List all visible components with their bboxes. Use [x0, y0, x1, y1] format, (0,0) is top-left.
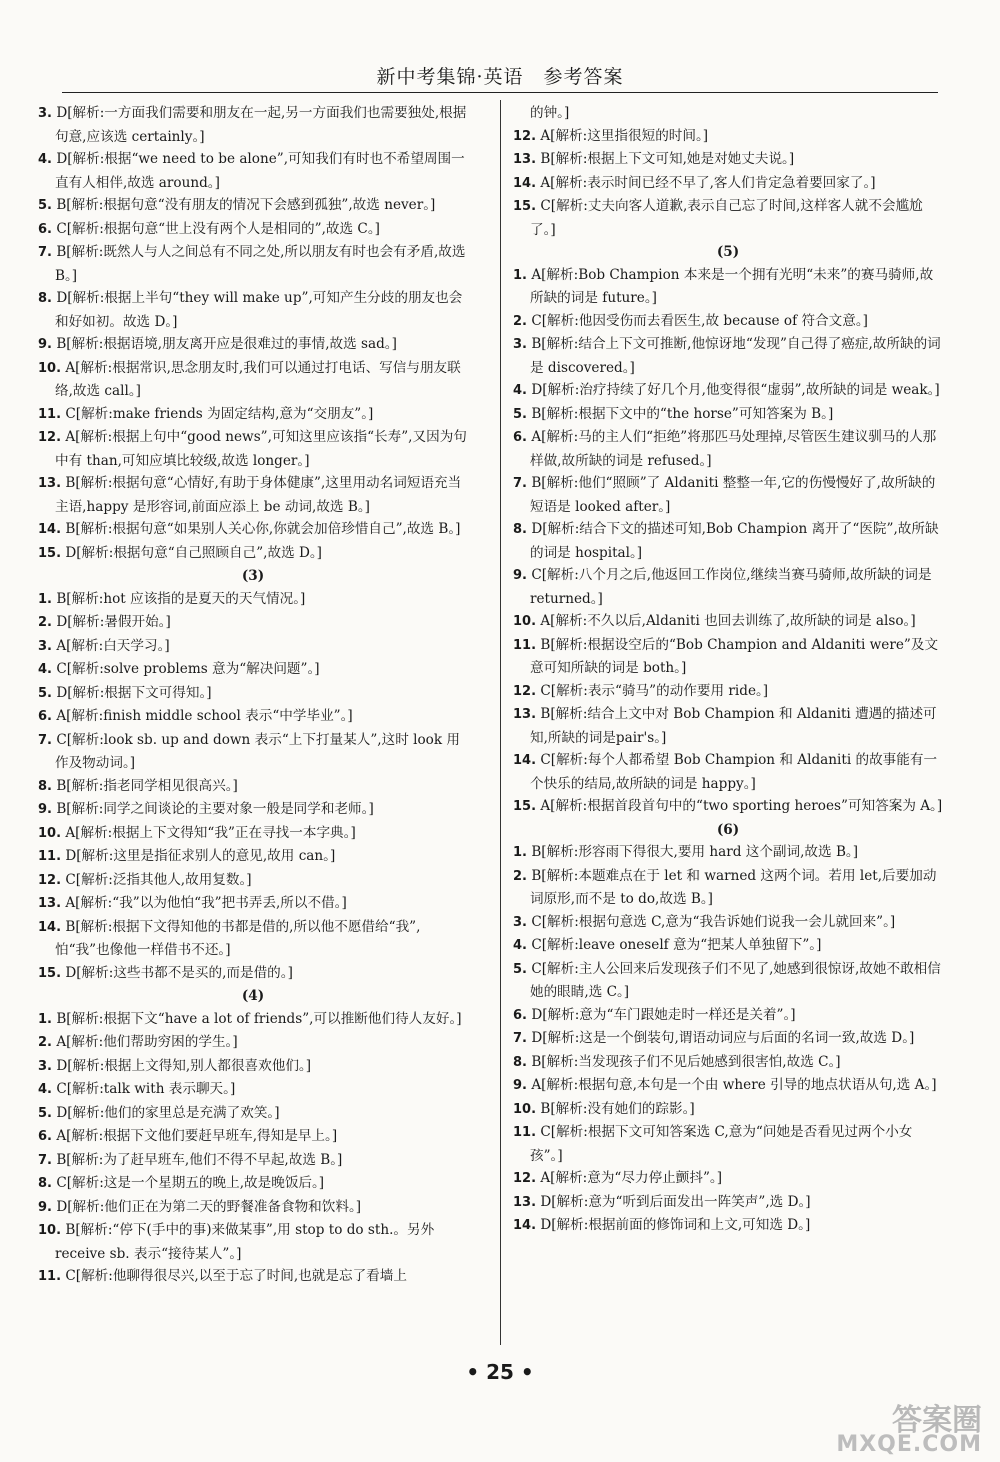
answer-item — [38, 729, 468, 775]
answer-text: D[解析:一方面我们需要和朋友在一起,另一方面我们也需要独处,根据句意,应该选 certainly。] — [55, 105, 467, 145]
answer-number: 4. — [38, 662, 52, 677]
answer-number: 11. — [513, 637, 537, 653]
answer-text: B[解析:hot 应该指的是夏天的天气情况。] — [56, 590, 306, 607]
answer-text: B[解析:“停下(手中的事)来做某事”,用 stop to do sth.。另外 receive sb. 表示“接待某人”。] — [55, 1222, 435, 1262]
answer-item — [513, 1098, 943, 1122]
answer-text: B[解析:根据句意“没有朋友的情况下会感到孤独”,故选 never。] — [56, 197, 436, 213]
answer-text: D[解析:意为“车门跟她走时一样还是关着”。] — [531, 1006, 796, 1023]
answer-text: B[解析:为了赶早班车,他们不得不早起,故选 B。] — [56, 1151, 343, 1168]
answer-text: A[解析:他们帮助穷困的学生。] — [56, 1034, 238, 1050]
answer-number: 12. — [513, 683, 537, 699]
answer-text: D[解析:根据下文可得知。] — [56, 684, 212, 701]
answer-item — [513, 634, 943, 680]
answer-item — [513, 610, 943, 634]
answer-text: D[解析:这是一个倒装句,谓语动词应与后面的名词一致,故选 D。] — [531, 1030, 915, 1046]
answer-text: D[解析:根据“we need to be alone”,可知我们有时也不希望周围一直有人相伴,故选 around。] — [55, 151, 465, 191]
answer-item — [38, 1196, 468, 1220]
answer-number: 13. — [38, 896, 62, 911]
answer-item — [38, 1219, 468, 1265]
answer-number: 14. — [38, 522, 62, 537]
answer-item — [513, 564, 943, 610]
answer-text: A[解析:表示时间已经不早了,客人们肯定急着要回家了。] — [540, 174, 876, 191]
answer-number: 12. — [513, 1171, 537, 1186]
answer-number: 15. — [513, 199, 537, 214]
left-column — [38, 102, 468, 1289]
answer-text: A[解析:意为“尽力停止颤抖”。] — [540, 1170, 722, 1186]
answer-item — [513, 264, 943, 310]
answer-number: 15. — [513, 799, 537, 814]
answer-number: 6. — [513, 1007, 527, 1023]
answer-item — [38, 1149, 468, 1173]
answer-item — [38, 287, 468, 333]
answer-text: D[解析:他们的家里总是充满了欢笑。] — [56, 1104, 280, 1121]
answer-text: C[解析:每个人都希望 Bob Champion 和 Aldaniti 的故事能有一个快乐的结局,故所缺的词是 happy。] — [530, 752, 938, 792]
answer-item — [38, 1102, 468, 1126]
answer-item — [513, 310, 943, 334]
answer-number: 3. — [38, 1058, 52, 1074]
answer-number: 1. — [513, 267, 527, 283]
answer-number: 3. — [513, 914, 527, 930]
watermark-logo — [827, 1395, 982, 1457]
answer-item — [38, 798, 468, 822]
answer-number: 8. — [38, 1176, 52, 1191]
answer-number: 4. — [513, 383, 527, 398]
answer-number: 2. — [513, 313, 527, 329]
answer-number: 5. — [38, 1105, 52, 1121]
answer-text: A[解析:这里指很短的时间。] — [540, 127, 709, 144]
answer-number: 8. — [38, 778, 52, 794]
answer-number: 9. — [38, 337, 52, 352]
page-number: • 25 • — [466, 1360, 534, 1384]
answer-item — [38, 403, 468, 427]
answer-number: 6. — [38, 709, 52, 724]
answer-number: 9. — [513, 1078, 527, 1093]
answer-text: B[解析:结合上下文可推断,他惊讶地“发现”自己得了癌症,故所缺的词是 discovered。] — [530, 336, 941, 376]
answer-item — [38, 1078, 468, 1102]
answer-text: B[解析:既然人与人之间总有不同之处,所以朋友有时也会有矛盾,故选 B。] — [55, 244, 466, 284]
answer-text: B[解析:结合上文中对 Bob Champion 和 Aldaniti 遭遇的描述可知,所缺的词是pair's。] — [530, 706, 937, 746]
answer-number: 5. — [38, 685, 52, 701]
answer-number: 2. — [38, 615, 52, 630]
answer-number: 10. — [38, 1223, 62, 1238]
answer-number: 3. — [513, 337, 527, 352]
answer-item — [513, 426, 943, 472]
answer-number: 4. — [38, 152, 52, 167]
answer-item — [38, 426, 468, 472]
answer-number: 6. — [513, 430, 527, 445]
answer-item — [38, 611, 468, 635]
answer-text: B[解析:形容雨下得很大,要用 hard 这个副词,故选 B。] — [531, 844, 859, 860]
answer-text: C[解析:主人公回来后发现孩子们不见了,她感到很惊讶,故她不敢相信她的眼睛,选 C。] — [530, 960, 941, 1000]
answer-item — [513, 125, 943, 149]
answer-item — [38, 218, 468, 242]
answer-text: C[解析:根据句意选 C,意为“我告诉她们说我一会儿就回来”。] — [531, 913, 896, 930]
right-column — [513, 102, 943, 1238]
answer-number: 10. — [38, 825, 62, 841]
answer-item — [38, 962, 468, 986]
answer-text: D[解析:根据句意“自己照顾自己”,故选 D。] — [65, 544, 322, 561]
answer-text: C[解析:这是一个星期五的晚上,故是晚饭后。] — [56, 1175, 325, 1191]
answer-text: C[解析:leave oneself 意为“把某人单独留下”。] — [531, 937, 822, 953]
answer-number: 8. — [513, 522, 527, 537]
answer-number: 9. — [38, 802, 52, 817]
answer-item — [38, 518, 468, 542]
answer-text: C[解析:他聊得很尽兴,以至于忘了时间,也就是忘了看墙上 — [65, 1268, 407, 1284]
answer-number: 15. — [38, 545, 62, 561]
answer-number: 9. — [513, 568, 527, 583]
answer-text: C[解析:他因受伤而去看医生,故 because of 符合文意。] — [531, 312, 868, 329]
answer-item — [513, 703, 943, 749]
answer-text: C[解析:八个月之后,他返回工作岗位,继续当赛马骑师,故所缺的词是 returned。] — [530, 567, 932, 607]
answer-number: 10. — [38, 360, 62, 376]
answer-item — [38, 822, 468, 846]
section-heading: (5) — [716, 244, 740, 260]
answer-item — [38, 916, 468, 962]
answer-item — [513, 518, 943, 564]
answer-item — [513, 1051, 943, 1075]
answer-number: 7. — [513, 1031, 527, 1046]
answer-item — [513, 1074, 943, 1098]
answer-text: B[解析:同学之间谈论的主要对象一般是同学和老师。] — [56, 801, 374, 817]
answer-text: D[解析:他们正在为第二天的野餐准备食物和饮料。] — [56, 1198, 362, 1215]
answer-number: 12. — [38, 430, 62, 445]
answer-number: 2. — [38, 1035, 52, 1050]
answer-number: 6. — [38, 221, 52, 237]
page-header: 新中考集锦·英语 参考答案 — [376, 66, 624, 88]
column-divider — [500, 100, 501, 1345]
answer-item — [513, 841, 943, 865]
answer-text: A[解析:根据上下文得知“我”正在寻找一本字典。] — [65, 824, 356, 841]
answer-text: A[解析:finish middle school 表示“中学毕业”。] — [56, 708, 353, 724]
answer-item — [38, 869, 468, 893]
answer-text: A[解析:根据上句中“good news”,可知这里应该指“长寿”,又因为句中有 than,可知应填比较级,故选 longer。] — [55, 429, 467, 469]
answer-number: 7. — [513, 476, 527, 491]
answer-number: 8. — [38, 291, 52, 306]
answer-number: 8. — [513, 1054, 527, 1070]
answer-text: C[解析:表示“骑马”的动作要用 ride。] — [540, 682, 769, 699]
answer-text: B[解析:根据语境,朋友离开应是很难过的事情,故选 sad。] — [56, 336, 397, 352]
answer-item — [38, 102, 468, 148]
answer-text: B[解析:根据设空后的“Bob Champion and Aldaniti were”及文意可知所缺的词是 both。] — [530, 636, 939, 676]
answer-item — [513, 148, 943, 172]
answer-item — [38, 1031, 468, 1055]
answer-text: D[解析:暑假开始。] — [56, 614, 171, 630]
answer-number: 14. — [38, 919, 62, 935]
answer-item — [38, 542, 468, 566]
answer-item — [38, 357, 468, 403]
answer-text: B[解析:指老同学相见很高兴。] — [56, 777, 238, 794]
answer-item — [513, 172, 943, 196]
answer-number: 4. — [513, 938, 527, 953]
answer-item — [513, 680, 943, 704]
answer-item — [513, 865, 943, 911]
answer-number: 2. — [513, 868, 527, 884]
answer-text: C[解析:泛指其他人,故用复数。] — [65, 871, 252, 888]
answer-text: D[解析:意为“听到后面发出一阵笑声”,选 D。] — [540, 1193, 811, 1210]
answer-text: D[解析:治疗持续了好几个月,他变得很“虚弱”,故所缺的词是 weak。] — [531, 382, 940, 398]
watermark-main-text: 答案圈 — [892, 1403, 982, 1438]
answer-number: 11. — [38, 1269, 62, 1284]
section-heading: (6) — [716, 821, 740, 838]
answer-item — [513, 1167, 943, 1191]
answer-item — [38, 682, 468, 706]
answer-number: 14. — [513, 175, 537, 191]
answer-text: C[解析:solve problems 意为“解决问题”。] — [56, 661, 320, 677]
answer-number: 5. — [513, 961, 527, 977]
answer-number: 5. — [38, 198, 52, 213]
answer-number: 11. — [513, 1125, 537, 1140]
answer-text: A[解析:“我”以为他怕“我”把书弄丢,所以不借。] — [65, 895, 347, 911]
answer-number: 1. — [38, 591, 52, 607]
answer-number: 1. — [513, 845, 527, 860]
answer-number: 1. — [38, 1011, 52, 1027]
answer-text: D[解析:根据前面的修饰词和上文,可知选 D。] — [540, 1217, 811, 1233]
answer-item — [38, 1265, 468, 1289]
answer-text: D[解析:这些书都不是买的,而是借的。] — [65, 964, 293, 981]
header-rule — [62, 92, 938, 93]
answer-text: C[解析:look sb. up and down 表示“上下打量某人”,这时 look 用作及物动词。] — [55, 731, 460, 771]
answer-number: 13. — [38, 476, 62, 491]
answer-item — [38, 241, 468, 287]
answer-item — [513, 958, 943, 1004]
answer-item — [38, 845, 468, 869]
answer-text: B[解析:根据下文中的“the horse”可知答案为 B。] — [531, 405, 834, 422]
answer-item — [38, 1125, 468, 1149]
answer-item — [38, 705, 468, 729]
answer-text: D[解析:这里是指征求别人的意见,故用 can。] — [65, 848, 336, 864]
answer-number: 13. — [513, 152, 537, 167]
answer-item — [38, 635, 468, 659]
answer-text: C[解析:根据下文可知答案选 C,意为“问她是否看见过两个小女孩”。] — [530, 1124, 913, 1164]
answer-number: 9. — [38, 1199, 52, 1215]
answer-item — [38, 892, 468, 916]
answer-number: 13. — [513, 1194, 537, 1210]
answer-text: D[解析:根据上半句“they will make up”,可知产生分歧的朋友也会和好如初。故选 D。] — [55, 290, 463, 330]
answer-text: B[解析:根据句意“心情好,有助于身体健康”,这里用动名词短语充当主语,happy 是形容词,前面应添上 be 动词,故选 B。] — [55, 475, 462, 515]
answer-text: B[解析:根据句意“如果别人关心你,你就会加倍珍惜自己”,故选 B。] — [65, 521, 461, 537]
answer-text: B[解析:根据上下文可知,她是对她丈夫说。] — [540, 151, 795, 167]
answer-number: 10. — [513, 1101, 537, 1117]
answer-item — [513, 379, 943, 403]
answer-text: C[解析:talk with 表示聊天。] — [56, 1081, 236, 1097]
answer-item — [38, 775, 468, 799]
answer-number: 5. — [513, 406, 527, 422]
answer-number: 7. — [38, 732, 52, 748]
answer-number: 3. — [38, 638, 52, 654]
section-heading: (3) — [241, 568, 265, 584]
answer-item — [38, 1172, 468, 1196]
answer-item — [513, 403, 943, 427]
answer-number: 13. — [513, 707, 537, 722]
answer-item — [513, 1191, 943, 1215]
answer-item — [513, 1004, 943, 1028]
answer-item — [513, 1027, 943, 1051]
answer-number: 6. — [38, 1129, 52, 1144]
answer-text: A[解析:根据常识,思念朋友时,我们可以通过打电话、写信与朋友联络,故选 call。] — [55, 359, 461, 399]
answer-text: B[解析:没有她们的踪影。] — [540, 1100, 695, 1117]
answer-item — [38, 472, 468, 518]
answer-item — [513, 749, 943, 795]
answer-number: 3. — [38, 106, 52, 121]
answer-text: B[解析:根据下文“have a lot of friends”,可以推断他们待人友好。] — [56, 1010, 462, 1027]
answer-number: 11. — [38, 406, 62, 422]
answer-item — [38, 1055, 468, 1079]
answer-number: 7. — [38, 1152, 52, 1168]
answer-item — [513, 333, 943, 379]
answer-number: 4. — [38, 1082, 52, 1097]
answer-item — [38, 194, 468, 218]
answer-item — [38, 658, 468, 682]
answer-number: 12. — [513, 128, 537, 144]
answer-text: C[解析:make friends 为固定结构,意为“交朋友”。] — [65, 405, 374, 422]
answer-text: C[解析:根据句意“世上没有两个人是相同的”,故选 C。] — [56, 220, 380, 237]
answer-text: D[解析:根据上文得知,别人都很喜欢他们。] — [56, 1057, 312, 1074]
answer-text: D[解析:结合下文的描述可知,Bob Champion 离开了“医院”,故所缺的词是 hospital。] — [530, 521, 939, 561]
answer-text: B[解析:本题难点在于 let 和 warned 这两个词。若用 let,后要加动词原形,而不是 to do,故选 B。] — [530, 867, 937, 907]
answer-text: A[解析:根据首段首句中的“two sporting heroes”可知答案为 A。] — [540, 798, 943, 814]
answer-text: C[解析:丈夫向客人道歉,表示自己忘了时间,这样客人就不会尴尬了。] — [530, 198, 923, 238]
answer-number: 14. — [513, 753, 537, 768]
answer-item — [513, 195, 943, 241]
answer-text: A[解析:不久以后,Aldaniti 也回去训练了,故所缺的词是 also。] — [540, 613, 916, 629]
answer-text: B[解析:根据下文得知他的书都是借的,所以他不愿借给“我”,怕“我”也像他一样借书不还。] — [55, 918, 421, 958]
answer-item — [38, 333, 468, 357]
answer-item — [38, 148, 468, 194]
answer-text: A[解析:根据下文他们要赶早班车,得知是早上。] — [56, 1128, 338, 1144]
answer-text: B[解析:当发现孩子们不见后她感到很害怕,故选 C。] — [531, 1053, 841, 1070]
answer-number: 11. — [38, 849, 62, 864]
answer-text: A[解析:马的主人们“拒绝”将那匹马处理掉,尽管医生建议驯马的人那样做,故所缺的词是 refused。] — [530, 429, 937, 469]
answer-item — [38, 1008, 468, 1032]
watermark-url-text: MXQE.COM — [836, 1432, 982, 1457]
answer-item — [513, 934, 943, 958]
answer-number: 12. — [38, 872, 62, 888]
answer-continuation: 的钟。] — [530, 105, 570, 121]
answer-item — [513, 795, 943, 819]
section-heading: (4) — [241, 988, 265, 1004]
answer-text: A[解析:Bob Champion 本来是一个拥有光明“未来”的赛马骑师,故所缺的词是 future。] — [530, 266, 934, 306]
answer-number: 15. — [38, 965, 62, 981]
answer-text: B[解析:他们“照顾”了 Aldaniti 整整一年,它的伤慢慢好了,故所缺的短语是 looked after。] — [530, 475, 936, 515]
answer-item — [513, 911, 943, 935]
answer-item — [513, 472, 943, 518]
answer-number: 7. — [38, 245, 52, 260]
answer-item — [513, 1121, 943, 1167]
answer-item — [513, 1214, 943, 1238]
answer-text: A[解析:白天学习。] — [56, 637, 170, 654]
answer-number: 14. — [513, 1218, 537, 1233]
answer-item — [38, 588, 468, 612]
answer-number: 10. — [513, 614, 537, 629]
answer-text: A[解析:根据句意,本句是一个由 where 引导的地点状语从句,选 A。] — [531, 1077, 937, 1093]
